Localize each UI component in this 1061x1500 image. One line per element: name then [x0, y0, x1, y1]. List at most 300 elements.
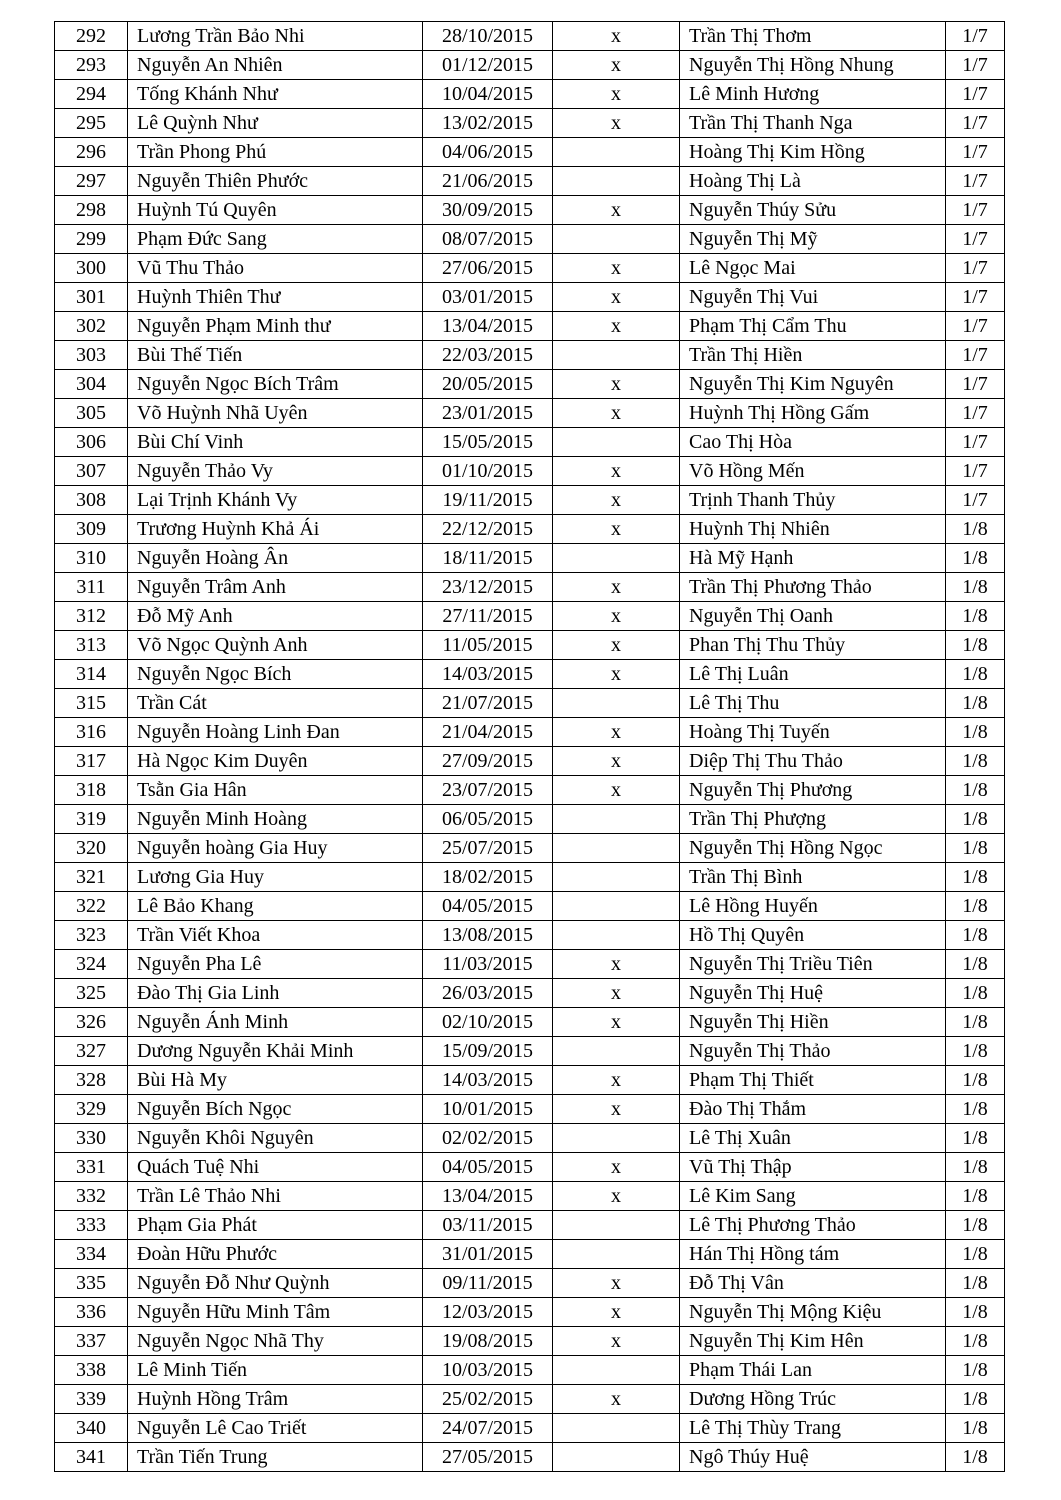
- female-mark-cell: [553, 1356, 680, 1385]
- female-mark-cell: [553, 863, 680, 892]
- female-mark-cell: x: [553, 515, 680, 544]
- class-name-cell: 1/8: [946, 660, 1005, 689]
- class-name-cell: 1/7: [946, 167, 1005, 196]
- table-row: [55, 1414, 1005, 1443]
- student-name-cell: Huỳnh Tú Quyên: [128, 196, 423, 225]
- table-row: [55, 979, 1005, 1008]
- row-number-cell: 336: [55, 1298, 128, 1327]
- parent-name-cell: Nguyễn Thị Kim Hên: [680, 1327, 946, 1356]
- student-name-cell: Lê Quỳnh Như: [128, 109, 423, 138]
- row-number-cell: 293: [55, 51, 128, 80]
- date-of-birth-cell: 13/02/2015: [423, 109, 553, 138]
- female-mark-cell: x: [553, 1008, 680, 1037]
- table-row: [55, 1356, 1005, 1385]
- female-mark-cell: x: [553, 660, 680, 689]
- table-row: [55, 1182, 1005, 1211]
- row-number-cell: 330: [55, 1124, 128, 1153]
- class-name-cell: 1/8: [946, 834, 1005, 863]
- student-name-cell: Lương Trần Bảo Nhi: [128, 22, 423, 51]
- parent-name-cell: Hồ Thị Quyên: [680, 921, 946, 950]
- table-row: [55, 457, 1005, 486]
- class-name-cell: 1/7: [946, 22, 1005, 51]
- table-row: [55, 863, 1005, 892]
- female-mark-cell: [553, 428, 680, 457]
- student-name-cell: Nguyễn Ngọc Bích: [128, 660, 423, 689]
- date-of-birth-cell: 10/04/2015: [423, 80, 553, 109]
- parent-name-cell: Phạm Thị Cẩm Thu: [680, 312, 946, 341]
- female-mark-cell: [553, 805, 680, 834]
- parent-name-cell: Lê Thị Luân: [680, 660, 946, 689]
- parent-name-cell: Phạm Thái Lan: [680, 1356, 946, 1385]
- student-name-cell: Lương Gia Huy: [128, 863, 423, 892]
- table-row: [55, 254, 1005, 283]
- parent-name-cell: Dương Hồng Trúc: [680, 1385, 946, 1414]
- female-mark-cell: x: [553, 80, 680, 109]
- student-name-cell: Trần Viết Khoa: [128, 921, 423, 950]
- class-name-cell: 1/7: [946, 370, 1005, 399]
- table-row: [55, 486, 1005, 515]
- class-name-cell: 1/8: [946, 921, 1005, 950]
- female-mark-cell: [553, 341, 680, 370]
- female-mark-cell: x: [553, 486, 680, 515]
- class-name-cell: 1/7: [946, 225, 1005, 254]
- student-name-cell: Huỳnh Thiên Thư: [128, 283, 423, 312]
- date-of-birth-cell: 10/03/2015: [423, 1356, 553, 1385]
- table-row: [55, 602, 1005, 631]
- table-row: [55, 196, 1005, 225]
- female-mark-cell: x: [553, 1269, 680, 1298]
- parent-name-cell: Phan Thị Thu Thủy: [680, 631, 946, 660]
- table-row: [55, 22, 1005, 51]
- class-name-cell: 1/7: [946, 283, 1005, 312]
- class-name-cell: 1/8: [946, 573, 1005, 602]
- parent-name-cell: Lê Thị Thùy Trang: [680, 1414, 946, 1443]
- female-mark-cell: x: [553, 457, 680, 486]
- class-name-cell: 1/8: [946, 1095, 1005, 1124]
- student-name-cell: Nguyễn Ngọc Nhã Thy: [128, 1327, 423, 1356]
- date-of-birth-cell: 04/05/2015: [423, 1153, 553, 1182]
- student-name-cell: Nguyễn Pha Lê: [128, 950, 423, 979]
- female-mark-cell: x: [553, 1298, 680, 1327]
- class-name-cell: 1/8: [946, 979, 1005, 1008]
- class-name-cell: 1/8: [946, 1066, 1005, 1095]
- female-mark-cell: x: [553, 1153, 680, 1182]
- date-of-birth-cell: 27/11/2015: [423, 602, 553, 631]
- female-mark-cell: x: [553, 399, 680, 428]
- female-mark-cell: x: [553, 631, 680, 660]
- class-name-cell: 1/7: [946, 109, 1005, 138]
- female-mark-cell: [553, 544, 680, 573]
- class-name-cell: 1/8: [946, 1356, 1005, 1385]
- table-row: [55, 950, 1005, 979]
- class-name-cell: 1/7: [946, 51, 1005, 80]
- row-number-cell: 312: [55, 602, 128, 631]
- parent-name-cell: Nguyễn Thị Hiền: [680, 1008, 946, 1037]
- student-name-cell: Lại Trịnh Khánh Vy: [128, 486, 423, 515]
- female-mark-cell: [553, 167, 680, 196]
- student-name-cell: Dương Nguyễn Khải Minh: [128, 1037, 423, 1066]
- date-of-birth-cell: 31/01/2015: [423, 1240, 553, 1269]
- table-row: [55, 138, 1005, 167]
- class-name-cell: 1/8: [946, 892, 1005, 921]
- row-number-cell: 328: [55, 1066, 128, 1095]
- class-name-cell: 1/8: [946, 1443, 1005, 1472]
- female-mark-cell: [553, 1211, 680, 1240]
- parent-name-cell: Phạm Thị Thiết: [680, 1066, 946, 1095]
- student-name-cell: Bùi Hà My: [128, 1066, 423, 1095]
- table-row: [55, 1385, 1005, 1414]
- table-row: [55, 370, 1005, 399]
- female-mark-cell: x: [553, 1182, 680, 1211]
- class-name-cell: 1/7: [946, 486, 1005, 515]
- class-name-cell: 1/7: [946, 399, 1005, 428]
- table-row: [55, 80, 1005, 109]
- table-row: [55, 225, 1005, 254]
- female-mark-cell: x: [553, 1385, 680, 1414]
- table-row: [55, 1153, 1005, 1182]
- row-number-cell: 301: [55, 283, 128, 312]
- parent-name-cell: Nguyễn Thị Oanh: [680, 602, 946, 631]
- student-name-cell: Tsằn Gia Hân: [128, 776, 423, 805]
- student-name-cell: Phạm Đức Sang: [128, 225, 423, 254]
- date-of-birth-cell: 22/12/2015: [423, 515, 553, 544]
- date-of-birth-cell: 08/07/2015: [423, 225, 553, 254]
- parent-name-cell: Hoàng Thị Là: [680, 167, 946, 196]
- student-name-cell: Nguyễn Ánh Minh: [128, 1008, 423, 1037]
- class-name-cell: 1/8: [946, 1240, 1005, 1269]
- female-mark-cell: [553, 834, 680, 863]
- female-mark-cell: x: [553, 979, 680, 1008]
- student-name-cell: Trương Huỳnh Khả Ái: [128, 515, 423, 544]
- class-name-cell: 1/8: [946, 1211, 1005, 1240]
- date-of-birth-cell: 19/11/2015: [423, 486, 553, 515]
- row-number-cell: 297: [55, 167, 128, 196]
- table-row: [55, 1298, 1005, 1327]
- date-of-birth-cell: 01/10/2015: [423, 457, 553, 486]
- class-name-cell: 1/8: [946, 776, 1005, 805]
- parent-name-cell: Nguyễn Thị Huệ: [680, 979, 946, 1008]
- female-mark-cell: x: [553, 718, 680, 747]
- parent-name-cell: Lê Ngọc Mai: [680, 254, 946, 283]
- parent-name-cell: Lê Thị Xuân: [680, 1124, 946, 1153]
- class-name-cell: 1/7: [946, 138, 1005, 167]
- date-of-birth-cell: 10/01/2015: [423, 1095, 553, 1124]
- table-row: [55, 283, 1005, 312]
- parent-name-cell: Nguyễn Thị Triều Tiên: [680, 950, 946, 979]
- student-name-cell: Nguyễn Đỗ Như Quỳnh: [128, 1269, 423, 1298]
- class-name-cell: 1/8: [946, 1414, 1005, 1443]
- date-of-birth-cell: 27/09/2015: [423, 747, 553, 776]
- parent-name-cell: Nguyễn Thị Phương: [680, 776, 946, 805]
- parent-name-cell: Cao Thị Hòa: [680, 428, 946, 457]
- parent-name-cell: Hoàng Thị Kim Hồng: [680, 138, 946, 167]
- row-number-cell: 327: [55, 1037, 128, 1066]
- row-number-cell: 309: [55, 515, 128, 544]
- row-number-cell: 308: [55, 486, 128, 515]
- student-name-cell: Nguyễn Minh Hoàng: [128, 805, 423, 834]
- date-of-birth-cell: 15/05/2015: [423, 428, 553, 457]
- parent-name-cell: Nguyễn Thị Thảo: [680, 1037, 946, 1066]
- row-number-cell: 325: [55, 979, 128, 1008]
- female-mark-cell: x: [553, 1095, 680, 1124]
- date-of-birth-cell: 18/02/2015: [423, 863, 553, 892]
- table-row: [55, 834, 1005, 863]
- female-mark-cell: x: [553, 1066, 680, 1095]
- row-number-cell: 341: [55, 1443, 128, 1472]
- class-name-cell: 1/8: [946, 1385, 1005, 1414]
- parent-name-cell: Trần Thị Phượng: [680, 805, 946, 834]
- table-row: [55, 805, 1005, 834]
- female-mark-cell: [553, 1414, 680, 1443]
- class-name-cell: 1/7: [946, 196, 1005, 225]
- parent-name-cell: Nguyễn Thị Vui: [680, 283, 946, 312]
- class-name-cell: 1/8: [946, 863, 1005, 892]
- class-name-cell: 1/8: [946, 805, 1005, 834]
- class-name-cell: 1/7: [946, 312, 1005, 341]
- date-of-birth-cell: 23/01/2015: [423, 399, 553, 428]
- table-row: [55, 1095, 1005, 1124]
- date-of-birth-cell: 15/09/2015: [423, 1037, 553, 1066]
- class-name-cell: 1/8: [946, 747, 1005, 776]
- female-mark-cell: x: [553, 602, 680, 631]
- class-name-cell: 1/8: [946, 1269, 1005, 1298]
- female-mark-cell: [553, 921, 680, 950]
- parent-name-cell: Hán Thị Hồng tám: [680, 1240, 946, 1269]
- class-name-cell: 1/8: [946, 1008, 1005, 1037]
- row-number-cell: 332: [55, 1182, 128, 1211]
- table-row: [55, 109, 1005, 138]
- parent-name-cell: Trần Thị Bình: [680, 863, 946, 892]
- roster-body: [55, 22, 1005, 1472]
- date-of-birth-cell: 28/10/2015: [423, 22, 553, 51]
- parent-name-cell: Hoàng Thị Tuyến: [680, 718, 946, 747]
- row-number-cell: 307: [55, 457, 128, 486]
- student-name-cell: Quách Tuệ Nhi: [128, 1153, 423, 1182]
- class-name-cell: 1/8: [946, 1124, 1005, 1153]
- female-mark-cell: [553, 225, 680, 254]
- student-name-cell: Nguyễn Hoàng Linh Đan: [128, 718, 423, 747]
- table-row: [55, 1443, 1005, 1472]
- female-mark-cell: x: [553, 370, 680, 399]
- student-name-cell: Đỗ Mỹ Anh: [128, 602, 423, 631]
- parent-name-cell: Trần Thị Phương Thảo: [680, 573, 946, 602]
- student-name-cell: Nguyễn Phạm Minh thư: [128, 312, 423, 341]
- parent-name-cell: Lê Minh Hương: [680, 80, 946, 109]
- row-number-cell: 333: [55, 1211, 128, 1240]
- row-number-cell: 317: [55, 747, 128, 776]
- table-row: [55, 312, 1005, 341]
- female-mark-cell: [553, 689, 680, 718]
- row-number-cell: 326: [55, 1008, 128, 1037]
- row-number-cell: 296: [55, 138, 128, 167]
- student-name-cell: Huỳnh Hồng Trâm: [128, 1385, 423, 1414]
- table-row: [55, 515, 1005, 544]
- date-of-birth-cell: 22/03/2015: [423, 341, 553, 370]
- row-number-cell: 306: [55, 428, 128, 457]
- table-row: [55, 776, 1005, 805]
- class-name-cell: 1/8: [946, 515, 1005, 544]
- female-mark-cell: x: [553, 196, 680, 225]
- class-name-cell: 1/7: [946, 457, 1005, 486]
- parent-name-cell: Trần Thị Thơm: [680, 22, 946, 51]
- class-name-cell: 1/7: [946, 80, 1005, 109]
- row-number-cell: 295: [55, 109, 128, 138]
- row-number-cell: 340: [55, 1414, 128, 1443]
- female-mark-cell: [553, 1037, 680, 1066]
- date-of-birth-cell: 25/02/2015: [423, 1385, 553, 1414]
- row-number-cell: 338: [55, 1356, 128, 1385]
- student-roster-table: [54, 21, 1005, 1472]
- date-of-birth-cell: 03/01/2015: [423, 283, 553, 312]
- table-row: [55, 689, 1005, 718]
- female-mark-cell: x: [553, 283, 680, 312]
- row-number-cell: 313: [55, 631, 128, 660]
- parent-name-cell: Trần Thị Thanh Nga: [680, 109, 946, 138]
- student-name-cell: Bùi Chí Vinh: [128, 428, 423, 457]
- table-row: [55, 1008, 1005, 1037]
- row-number-cell: 321: [55, 863, 128, 892]
- date-of-birth-cell: 04/05/2015: [423, 892, 553, 921]
- class-name-cell: 1/8: [946, 950, 1005, 979]
- student-name-cell: Trần Tiến Trung: [128, 1443, 423, 1472]
- date-of-birth-cell: 11/05/2015: [423, 631, 553, 660]
- parent-name-cell: Huỳnh Thị Nhiên: [680, 515, 946, 544]
- female-mark-cell: x: [553, 776, 680, 805]
- date-of-birth-cell: 04/06/2015: [423, 138, 553, 167]
- class-name-cell: 1/8: [946, 1153, 1005, 1182]
- row-number-cell: 316: [55, 718, 128, 747]
- class-name-cell: 1/7: [946, 254, 1005, 283]
- female-mark-cell: [553, 1240, 680, 1269]
- student-name-cell: Lê Bảo Khang: [128, 892, 423, 921]
- row-number-cell: 337: [55, 1327, 128, 1356]
- student-name-cell: Nguyễn hoàng Gia Huy: [128, 834, 423, 863]
- female-mark-cell: [553, 892, 680, 921]
- date-of-birth-cell: 13/08/2015: [423, 921, 553, 950]
- parent-name-cell: Ngô Thúy Huệ: [680, 1443, 946, 1472]
- row-number-cell: 320: [55, 834, 128, 863]
- parent-name-cell: Diệp Thị Thu Thảo: [680, 747, 946, 776]
- row-number-cell: 300: [55, 254, 128, 283]
- female-mark-cell: x: [553, 22, 680, 51]
- class-name-cell: 1/8: [946, 1327, 1005, 1356]
- table-row: [55, 341, 1005, 370]
- date-of-birth-cell: 14/03/2015: [423, 1066, 553, 1095]
- student-name-cell: Vũ Thu Thảo: [128, 254, 423, 283]
- row-number-cell: 294: [55, 80, 128, 109]
- parent-name-cell: Nguyễn Thúy Sửu: [680, 196, 946, 225]
- row-number-cell: 319: [55, 805, 128, 834]
- row-number-cell: 314: [55, 660, 128, 689]
- female-mark-cell: x: [553, 1327, 680, 1356]
- parent-name-cell: Đào Thị Thắm: [680, 1095, 946, 1124]
- parent-name-cell: Nguyễn Thị Kim Nguyên: [680, 370, 946, 399]
- date-of-birth-cell: 14/03/2015: [423, 660, 553, 689]
- student-name-cell: Nguyễn Thảo Vy: [128, 457, 423, 486]
- class-name-cell: 1/8: [946, 602, 1005, 631]
- female-mark-cell: x: [553, 312, 680, 341]
- table-row: [55, 544, 1005, 573]
- table-row: [55, 51, 1005, 80]
- date-of-birth-cell: 21/07/2015: [423, 689, 553, 718]
- student-name-cell: Nguyễn Khôi Nguyên: [128, 1124, 423, 1153]
- date-of-birth-cell: 30/09/2015: [423, 196, 553, 225]
- student-name-cell: Võ Huỳnh Nhã Uyên: [128, 399, 423, 428]
- row-number-cell: 331: [55, 1153, 128, 1182]
- row-number-cell: 305: [55, 399, 128, 428]
- table-row: [55, 892, 1005, 921]
- table-row: [55, 1211, 1005, 1240]
- row-number-cell: 329: [55, 1095, 128, 1124]
- student-name-cell: Trần Phong Phú: [128, 138, 423, 167]
- class-name-cell: 1/7: [946, 341, 1005, 370]
- table-row: [55, 167, 1005, 196]
- table-row: [55, 573, 1005, 602]
- class-name-cell: 1/8: [946, 631, 1005, 660]
- table-row: [55, 1066, 1005, 1095]
- student-name-cell: Trần Cát: [128, 689, 423, 718]
- student-name-cell: Nguyễn Trâm Anh: [128, 573, 423, 602]
- row-number-cell: 303: [55, 341, 128, 370]
- student-name-cell: Lê Minh Tiến: [128, 1356, 423, 1385]
- student-name-cell: Nguyễn Bích Ngọc: [128, 1095, 423, 1124]
- date-of-birth-cell: 21/04/2015: [423, 718, 553, 747]
- student-name-cell: Nguyễn Thiên Phước: [128, 167, 423, 196]
- female-mark-cell: x: [553, 51, 680, 80]
- row-number-cell: 322: [55, 892, 128, 921]
- female-mark-cell: x: [553, 254, 680, 283]
- date-of-birth-cell: 23/07/2015: [423, 776, 553, 805]
- date-of-birth-cell: 06/05/2015: [423, 805, 553, 834]
- class-name-cell: 1/8: [946, 718, 1005, 747]
- female-mark-cell: [553, 138, 680, 167]
- student-name-cell: Phạm Gia Phát: [128, 1211, 423, 1240]
- row-number-cell: 292: [55, 22, 128, 51]
- student-name-cell: Đào Thị Gia Linh: [128, 979, 423, 1008]
- row-number-cell: 318: [55, 776, 128, 805]
- class-name-cell: 1/8: [946, 689, 1005, 718]
- date-of-birth-cell: 13/04/2015: [423, 312, 553, 341]
- table-row: [55, 428, 1005, 457]
- date-of-birth-cell: 20/05/2015: [423, 370, 553, 399]
- female-mark-cell: x: [553, 109, 680, 138]
- date-of-birth-cell: 24/07/2015: [423, 1414, 553, 1443]
- date-of-birth-cell: 13/04/2015: [423, 1182, 553, 1211]
- date-of-birth-cell: 12/03/2015: [423, 1298, 553, 1327]
- date-of-birth-cell: 02/02/2015: [423, 1124, 553, 1153]
- female-mark-cell: x: [553, 573, 680, 602]
- date-of-birth-cell: 18/11/2015: [423, 544, 553, 573]
- table-row: [55, 921, 1005, 950]
- parent-name-cell: Lê Kim Sang: [680, 1182, 946, 1211]
- row-number-cell: 339: [55, 1385, 128, 1414]
- parent-name-cell: Nguyễn Thị Mộng Kiệu: [680, 1298, 946, 1327]
- table-row: [55, 747, 1005, 776]
- class-name-cell: 1/7: [946, 428, 1005, 457]
- row-number-cell: 310: [55, 544, 128, 573]
- parent-name-cell: Nguyễn Thị Mỹ: [680, 225, 946, 254]
- table-row: [55, 660, 1005, 689]
- row-number-cell: 304: [55, 370, 128, 399]
- date-of-birth-cell: 21/06/2015: [423, 167, 553, 196]
- date-of-birth-cell: 19/08/2015: [423, 1327, 553, 1356]
- date-of-birth-cell: 27/05/2015: [423, 1443, 553, 1472]
- female-mark-cell: [553, 1443, 680, 1472]
- parent-name-cell: Vũ Thị Thập: [680, 1153, 946, 1182]
- date-of-birth-cell: 11/03/2015: [423, 950, 553, 979]
- row-number-cell: 315: [55, 689, 128, 718]
- female-mark-cell: x: [553, 950, 680, 979]
